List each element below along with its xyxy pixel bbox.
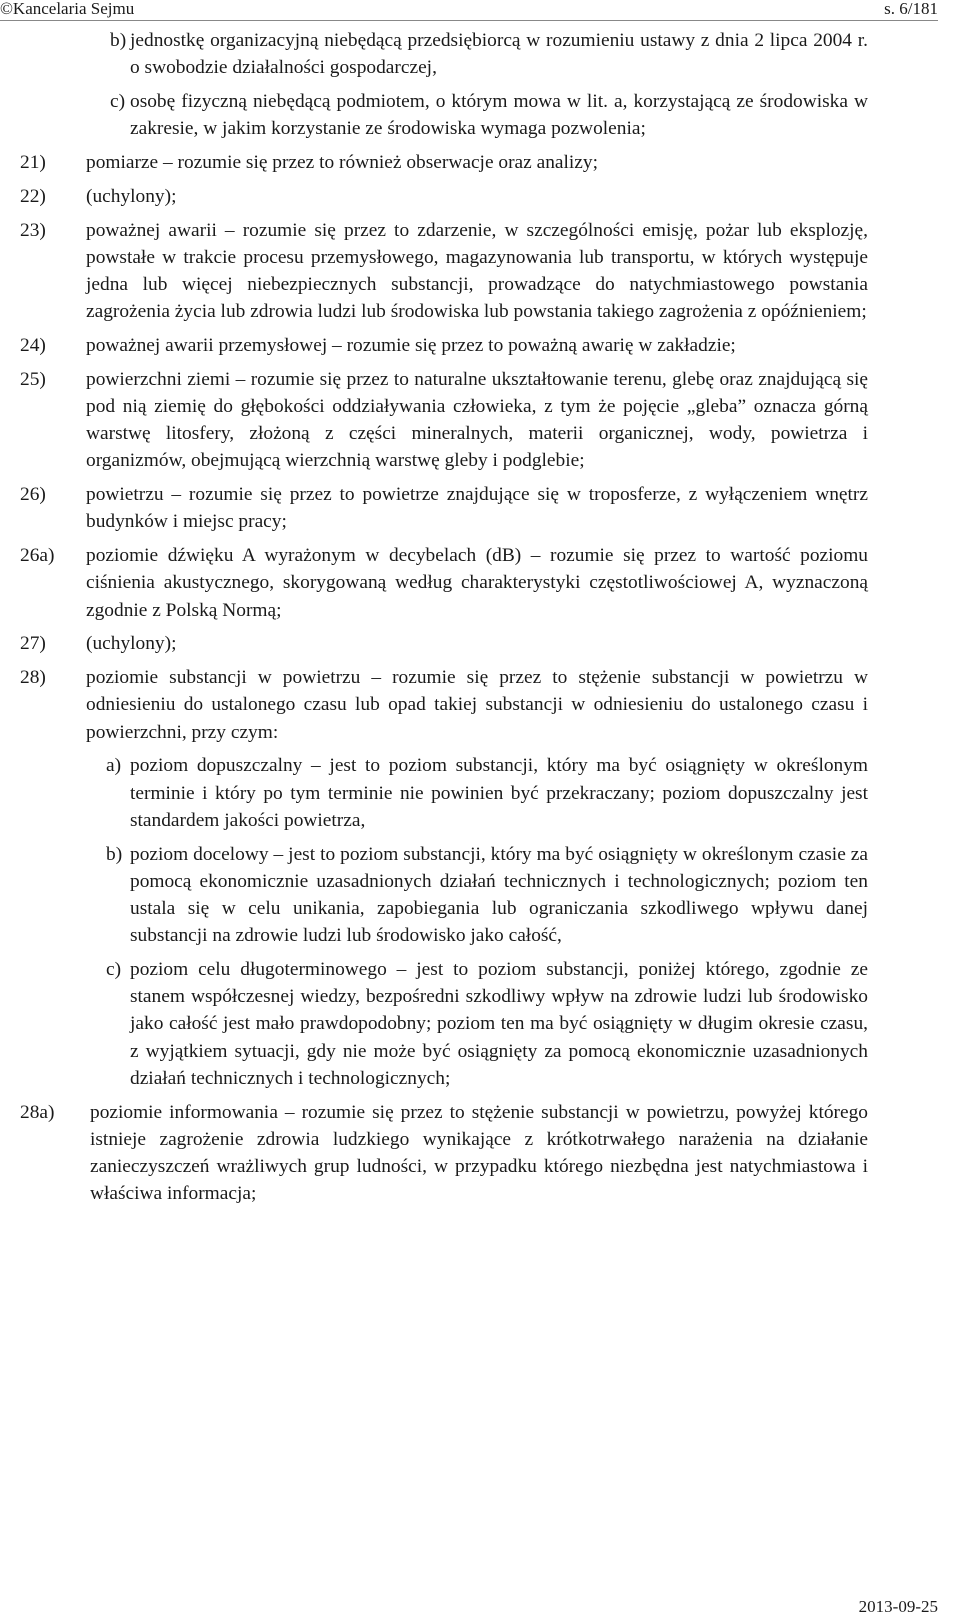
- list-item-25: [20, 366, 868, 475]
- item-label: 24): [20, 335, 46, 356]
- item-text: poziomie substancji w powietrzu – rozumie się przez to stężenie substancji w powietrzu w odniesieniu do ustalonego czasu lub opad takiej substancji w odniesieniu do ustalonego czasu i powierzchni, przy czym:: [86, 667, 868, 743]
- item-label: b): [110, 30, 127, 51]
- item-label: c): [110, 91, 126, 112]
- legal-text-body: [20, 27, 868, 1207]
- item-label: 28a): [20, 1101, 55, 1123]
- item-text: powierzchni ziemi – rozumie się przez to naturalne ukształtowanie terenu, glebę oraz znajdującą się pod nią ziemię do głębokości oddziaływania człowieka, z tym że pojęcie „gleba” oznacza górną warstwę litosfery, złożoną z części mineralnych, materii organicznej, wody, powietrza i organizmów, obejmującą wierzchnią warstwę gleby i podglebie;: [86, 368, 868, 472]
- page-header: [0, 0, 960, 22]
- list-item-28: [20, 664, 868, 746]
- item-text: jednostkę organizacyjną niebędącą przedsiębiorcą w rozumieniu ustawy z dnia 2 lipca 2004 r. o swobodzie działalności gospodarczej,: [130, 30, 868, 79]
- item-text: (uchylony);: [86, 185, 177, 207]
- list-item-21: [20, 149, 868, 176]
- item-text: poziom dopuszczalny – jest to poziom substancji, który ma być osiągnięty w określonym terminie i który po tym terminie nie powinien być przekraczany; poziom dopuszczalny jest standardem jakości powietrza,: [130, 755, 868, 831]
- list-item-26a: [20, 542, 868, 624]
- item-label: 26): [20, 484, 46, 506]
- sub-item-b: [20, 841, 868, 950]
- item-label: b): [106, 843, 123, 865]
- item-text: poważnej awarii przemysłowej – rozumie się przez to poważną awarię w zakładzie;: [86, 335, 736, 356]
- item-text: osobę fizyczną niebędącą podmiotem, o którym mowa w lit. a, korzystającą ze środowiska w zakresie, w jakim korzystanie ze środowiska wymaga pozwolenia;: [130, 91, 868, 140]
- list-item-24: [20, 332, 868, 359]
- page-number: s. 6/181: [884, 0, 938, 18]
- item-text: poziom celu długoterminowego – jest to poziom substancji, poniżej którego, zgodnie ze stanem współczesnej wiedzy, bezpośredni szkodliwy wpływ na zdrowie ludzi lub środowisko jako całość jest mało prawdopodobny; poziom ten ma być osiągnięty w długim okresie czasu, z wyjątkiem sytuacji, gdy nie może być osiągnięty za pomocą ekonomicznie uzasadnionych działań technicznych i technologicznych;: [130, 959, 868, 1089]
- item-label: 28): [20, 667, 46, 689]
- copyright-label: ©Kancelaria Sejmu: [0, 0, 135, 18]
- item-text: poważnej awarii – rozumie się przez to zdarzenie, w szczególności emisję, pożar lub eksplozję, powstałe w trakcie procesu przemysłowego, magazynowania lub transportu, w których występuje jedna lub więcej niebezpiecznych substancji, prowadzące do natychmiastowego powstania zagrożenia życia lub zdrowia ludzi lub środowiska lub powstania takiego zagrożenia z opóźnieniem;: [86, 219, 868, 323]
- item-label: 21): [20, 152, 46, 173]
- list-item-b: [40, 27, 868, 81]
- list-item-22: [20, 183, 868, 210]
- item-label: 26a): [20, 545, 55, 567]
- list-item-28a: [20, 1099, 868, 1208]
- sub-item-c: [20, 956, 868, 1092]
- item-label: 22): [20, 185, 46, 207]
- item-text: poziomie dźwięku A wyrażonym w decybelach (dB) – rozumie się przez to wartość poziomu ciśnienia akustycznego, skorygowaną według charakterystyki częstotliwościowej A, wyznaczoną zgodnie z Polską Normą;: [86, 545, 868, 621]
- item-label: a): [106, 755, 122, 777]
- item-text: poziomie informowania – rozumie się przez to stężenie substancji w powietrzu, powyżej którego istnieje zagrożenie zdrowia ludzkiego wynikające z krótkotrwałego narażenia na działanie zanieczyszczeń wrażliwych grup ludności, w przypadku którego niezbędna jest natychmiastowa i właściwa informacja;: [90, 1101, 868, 1205]
- list-item-c: [40, 88, 868, 142]
- item-text: (uchylony);: [86, 633, 177, 655]
- item-text: pomiarze – rozumie się przez to również obserwacje oraz analizy;: [86, 152, 598, 173]
- item-text: poziom docelowy – jest to poziom substancji, który ma być osiągnięty w określonym czasie za pomocą ekonomicznie uzasadnionych działań technicznych i technologicznych; poziom ten ustala się w celu unikania, zapobiegania lub ograniczania szkodliwego wpływu danej substancji na zdrowie ludzi lub środowisko jako całość,: [130, 843, 868, 947]
- item-text: powietrzu – rozumie się przez to powietrze znajdujące się w troposferze, z wyłączeniem wnętrz budynków i miejsc pracy;: [86, 484, 868, 533]
- sub-item-a: [20, 752, 868, 834]
- header-divider: [0, 20, 938, 21]
- list-item-23: [20, 217, 868, 326]
- item-label: 27): [20, 633, 46, 655]
- item-label: 23): [20, 219, 46, 241]
- list-item-27: [20, 630, 868, 657]
- item-label: 25): [20, 368, 46, 390]
- footer-date: 2013-09-25: [858, 1597, 938, 1616]
- item-label: c): [106, 959, 122, 981]
- list-item-26: [20, 481, 868, 535]
